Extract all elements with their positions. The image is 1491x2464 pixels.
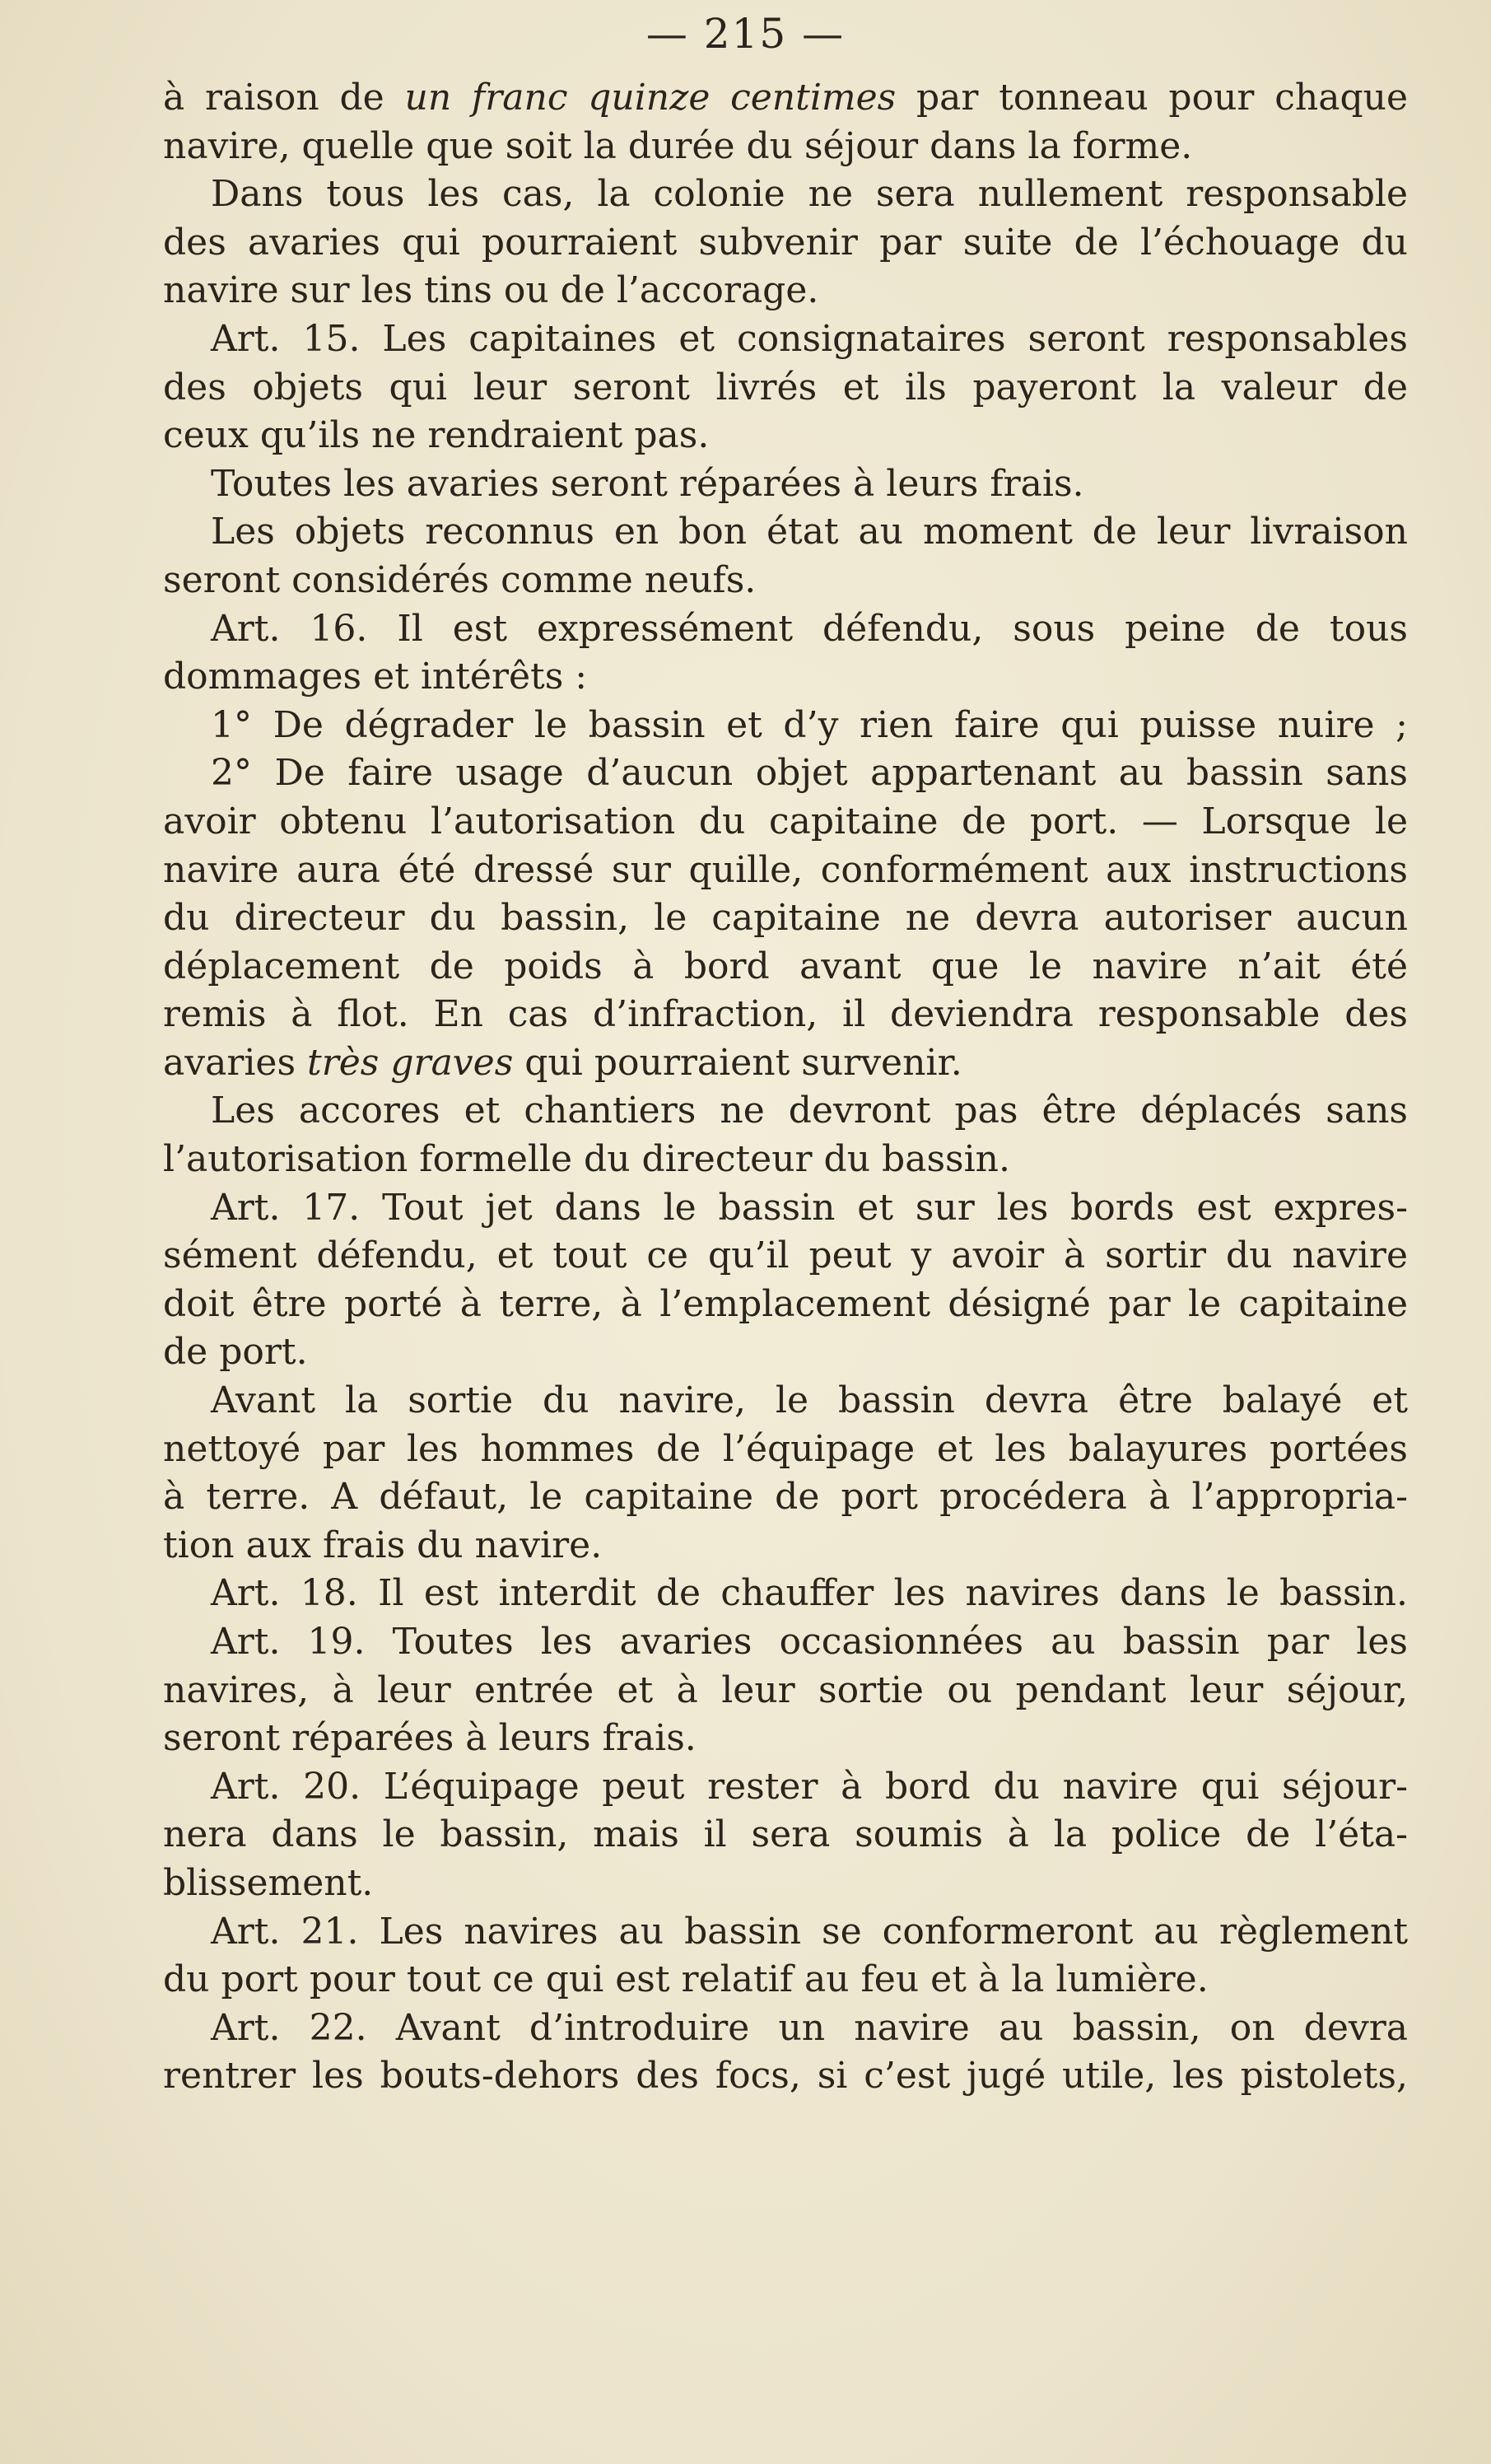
text-line: blissement. [163, 1861, 374, 1904]
text-line: Toutes les avaries seront réparées à leurs frais. [211, 462, 1084, 505]
text-line: Art. 17. Tout jet dans le bassin et sur les bords est expres- [211, 1186, 1408, 1229]
text-line: seront réparées à leurs frais. [163, 1717, 697, 1760]
text-line: ceux qu’ils ne rendraient pas. [163, 414, 710, 457]
text-line: des objets qui leur seront livrés et ils payeront la valeur de [163, 366, 1408, 408]
emphasis-text: un franc quinze centimes [404, 77, 897, 119]
text-line: Art. 15. Les capitaines et consignataires seront responsables [211, 317, 1408, 360]
text-line: 2° De faire usage d’aucun objet appartenant au bassin sans [211, 752, 1408, 795]
text-line: avoir obtenu l’autorisation du capitaine de port. — Lorsque le [163, 800, 1408, 842]
text-line: Dans tous les cas, la colonie ne sera nullement responsable [211, 173, 1408, 216]
page-body [163, 74, 1408, 2101]
text-line: Art. 20. L’équipage peut rester à bord du navire qui séjour- [211, 1765, 1408, 1808]
text-line: sément défendu, et tout ce qu’il peut y avoir à sortir du navire [163, 1234, 1408, 1277]
text-line: Les objets reconnus en bon état au moment de leur livraison [211, 511, 1408, 553]
text-line: tion aux frais du navire. [163, 1524, 603, 1566]
text-line: Art. 18. Il est interdit de chauffer les navires dans le bassin. [211, 1572, 1408, 1615]
text-line: de port. [163, 1331, 308, 1374]
text-line: du port pour tout ce qui est relatif au feu et à la lumière. [163, 1958, 1209, 2001]
text-line: à terre. A défaut, le capitaine de port procédera à l’appropria- [163, 1476, 1408, 1519]
text-line: seront considérés comme neufs. [163, 558, 757, 601]
text-line: l’autorisation formelle du directeur du bassin. [163, 1138, 1010, 1181]
text-line: Art. 22. Avant d’introduire un navire au bassin, on devra [211, 2006, 1408, 2049]
text-line: avaries très graves qui pourraient survenir. [163, 1041, 962, 1084]
text-line: Les accores et chantiers ne devront pas être déplacés sans [211, 1090, 1408, 1132]
text-line: navires, à leur entrée et à leur sortie ou pendant leur séjour, [163, 1668, 1408, 1711]
text-line: des avaries qui pourraient subvenir par suite de l’échouage du [163, 221, 1408, 264]
text-line: à raison de un franc quinze centimes par tonneau pour chaque [163, 77, 1408, 119]
text-line: remis à flot. En cas d’infraction, il deviendra responsable des [163, 993, 1408, 1036]
text-line: doit être porté à terre, à l’emplacement désigné par le capitaine [163, 1282, 1408, 1325]
text-line: navire aura été dressé sur quille, conformément aux instructions [163, 848, 1408, 891]
text-line: nettoyé par les hommes de l’équipage et les balayures portées [163, 1427, 1408, 1470]
text-line: navire, quelle que soit la durée du séjour dans la forme. [163, 124, 1193, 167]
emphasis-text: très graves [307, 1041, 514, 1084]
text-line: Avant la sortie du navire, le bassin devra être balayé et [211, 1379, 1408, 1422]
text-line: Art. 21. Les navires au bassin se conformeront au règlement [211, 1910, 1408, 1953]
text-line: déplacement de poids à bord avant que le navire n’ait été [163, 945, 1408, 987]
text-line: Art. 16. Il est expressément défendu, sous peine de tous [211, 607, 1408, 650]
text-line: nera dans le bassin, mais il sera soumis à la police de l’éta- [163, 1813, 1408, 1856]
page-number: — 215 — [645, 10, 846, 58]
text-line: dommages et intérêts : [163, 656, 588, 698]
text-line: navire sur les tins ou de l’accorage. [163, 269, 819, 312]
text-line: rentrer les bouts-dehors des focs, si c’est jugé utile, les pistolets, [163, 2055, 1408, 2098]
text-line: 1° De dégrader le bassin et d’y rien faire qui puisse nuire ; [211, 703, 1408, 746]
text-line: du directeur du bassin, le capitaine ne devra autoriser aucun [163, 897, 1408, 940]
text-line: Art. 19. Toutes les avaries occasionnées au bassin par les [211, 1621, 1408, 1663]
